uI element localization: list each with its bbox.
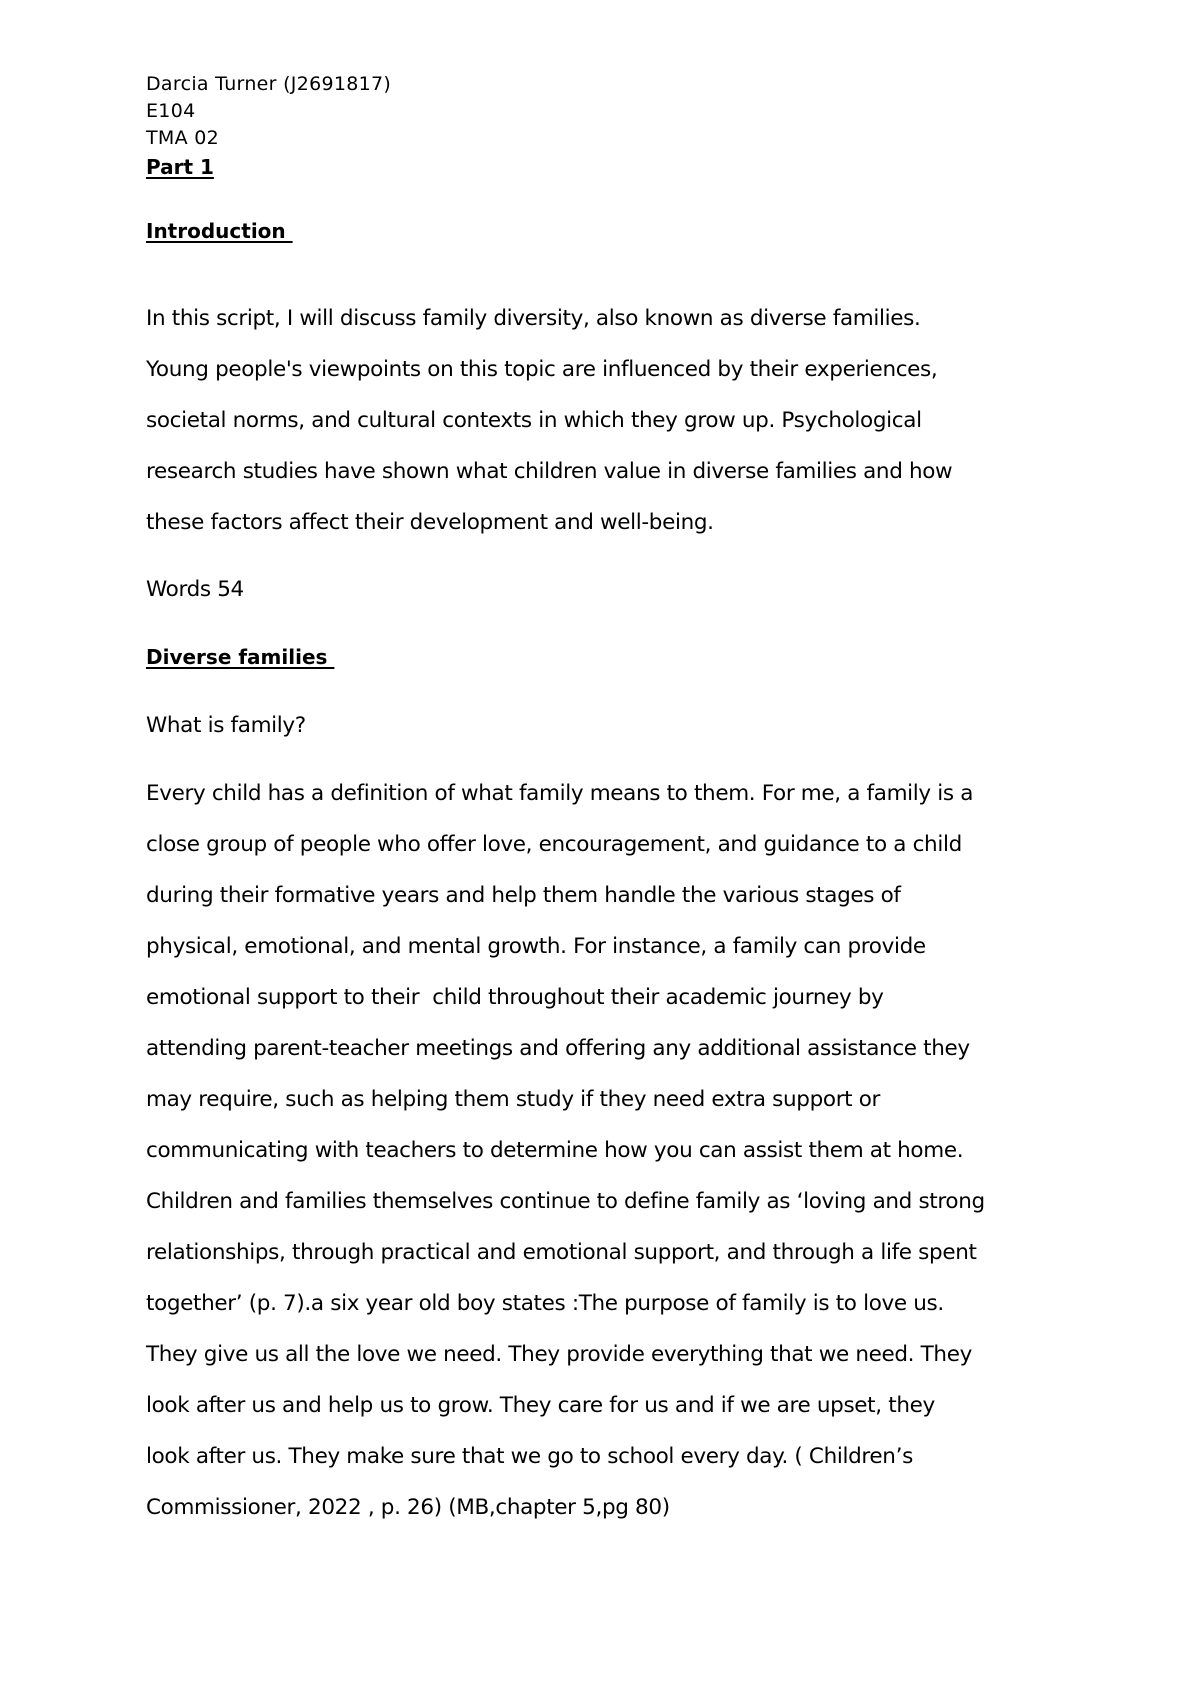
paragraph-line: these factors affect their development and well-being. — [146, 510, 714, 535]
paragraph-line: societal norms, and cultural contexts in which they grow up. Psychological — [146, 408, 922, 433]
paragraph-line: relationships, through practical and emotional support, and through a life spent — [146, 1240, 977, 1265]
assignment-label: TMA 02 — [146, 127, 220, 149]
paragraph-line: They give us all the love we need. They provide everything that we need. They — [146, 1342, 972, 1367]
paragraph-line: close group of people who offer love, encouragement, and guidance to a child — [146, 832, 962, 857]
subheading-what-is-family: What is family? — [146, 713, 306, 738]
section-heading-diverse-families: Diverse families — [146, 645, 335, 669]
author-line: Darcia Turner (J2691817) — [146, 73, 392, 95]
paragraph-line: look after us and help us to grow. They care for us and if we are upset, they — [146, 1393, 935, 1418]
section-heading-introduction: Introduction — [146, 219, 293, 243]
course-code: E104 — [146, 100, 196, 122]
paragraph-line: research studies have shown what children value in diverse families and how — [146, 459, 953, 484]
paragraph-line: physical, emotional, and mental growth. For instance, a family can provide — [146, 934, 926, 959]
paragraph-line: during their formative years and help them handle the various stages of — [146, 883, 901, 908]
part-heading: Part 1 — [146, 155, 214, 179]
paragraph-line: together’ (p. 7).a six year old boy states :The purpose of family is to love us. — [146, 1291, 944, 1316]
paragraph-line: emotional support to their child throughout their academic journey by — [146, 985, 884, 1010]
paragraph-line: look after us. They make sure that we go to school every day. ( Children’s — [146, 1444, 913, 1469]
paragraph-line: In this script, I will discuss family diversity, also known as diverse families. — [146, 306, 921, 331]
diverse-families-paragraph — [146, 780, 985, 1545]
introduction-paragraph — [146, 305, 952, 560]
paragraph-line: Children and families themselves continue to define family as ‘loving and strong — [146, 1189, 985, 1214]
paragraph-line: attending parent-teacher meetings and offering any additional assistance they — [146, 1036, 970, 1061]
paragraph-line: may require, such as helping them study if they need extra support or — [146, 1087, 881, 1112]
paragraph-line: communicating with teachers to determine how you can assist them at home. — [146, 1138, 964, 1163]
word-count: Words 54 — [146, 577, 244, 602]
paragraph-line: Young people's viewpoints on this topic are influenced by their experiences, — [146, 357, 938, 382]
paragraph-line: Commissioner, 2022 , p. 26) (MB,chapter 5,pg 80) — [146, 1495, 670, 1520]
paragraph-line: Every child has a definition of what family means to them. For me, a family is a — [146, 781, 974, 806]
